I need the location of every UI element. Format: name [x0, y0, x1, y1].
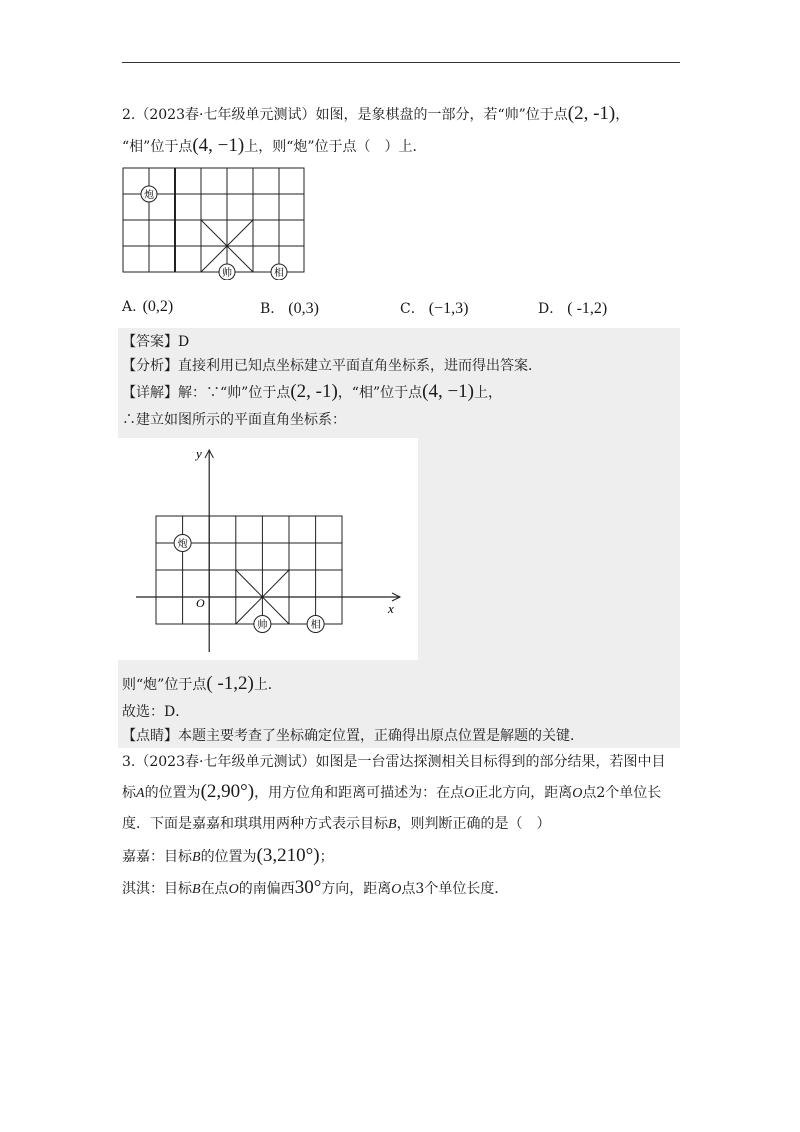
therefore-line — [122, 410, 346, 430]
option-b[interactable] — [260, 298, 319, 318]
q3-line-2 — [122, 782, 661, 804]
qiqi-text-e: 点3个单位长度． — [401, 881, 509, 897]
qiqi-line — [122, 878, 508, 900]
q3-text-1: 如图是一台雷达探测相关目标得到的部分结果，若图中目 — [315, 754, 666, 770]
detail-coordinate-2: (4, −1) — [422, 381, 475, 402]
x-axis-label: x — [388, 601, 394, 616]
answer-value: D — [178, 334, 190, 350]
option-b-value: (0,3) — [288, 300, 319, 317]
analysis-line — [122, 356, 542, 376]
q3-text-2b: 的位置为 — [144, 785, 201, 801]
xiang-label-coord: 相 — [310, 620, 321, 631]
result-text-b: 上． — [253, 677, 282, 693]
detail-text-a: 解：∵“帅”位于点 — [178, 385, 291, 401]
qiqi-text-c: 的南偏西 — [238, 881, 295, 897]
pao-piece-coord — [174, 535, 191, 552]
answer-line — [122, 332, 189, 352]
q2-stem-text-3: 上，则“炮”位于点（ ）上． — [244, 139, 427, 155]
var-a: A — [136, 786, 145, 801]
option-a-value: (0,2) — [142, 298, 174, 315]
shuai-label-coord: 帅 — [257, 620, 268, 631]
xiang-label: 相 — [274, 268, 284, 279]
q2-stem-punct: ， — [615, 107, 630, 123]
therefore-text: ∴建立如图所示的平面直角坐标系： — [122, 412, 346, 428]
var-o-1: O — [464, 786, 475, 801]
shuai-coordinate: (2, -1) — [567, 103, 616, 124]
q3-text-3a: 度．下面是嘉嘉和琪琪用两种方式表示目标 — [122, 816, 388, 832]
q3-text-2d: 正北方向，距离 — [474, 785, 573, 801]
header-rule — [122, 62, 680, 63]
y-axis-label: y — [196, 446, 202, 461]
analysis-text: 直接利用已知点坐标建立平面直角坐标系，进而得出答案． — [178, 358, 542, 374]
q3-line-1 — [122, 752, 665, 772]
qiqi-angle: 30° — [294, 877, 322, 898]
choose-text: 故选：D． — [122, 704, 190, 720]
shuai-label: 帅 — [222, 268, 232, 279]
option-c-value: (−1,3) — [428, 300, 469, 317]
q2-stem-text: 如图，是象棋盘的一部分，若“帅”位于点 — [315, 107, 568, 123]
xiang-piece — [271, 264, 287, 280]
q3-source: （2023春·七年级单元测试） — [135, 754, 316, 770]
q3-text-3b: ，则判断正确的是（ ） — [396, 816, 551, 832]
coordinate-figure — [118, 438, 418, 660]
option-b-letter: B． — [260, 301, 285, 317]
comment-line — [122, 726, 584, 746]
var-b-1: B — [388, 817, 397, 832]
option-a-letter: A. — [122, 299, 137, 315]
chessboard-figure — [118, 160, 318, 280]
analysis-tag: 【分析】 — [122, 358, 178, 374]
a-coordinate: (2,90°) — [200, 781, 255, 802]
qiqi-text-a: 淇淇：目标 — [122, 881, 192, 897]
pao-label: 炮 — [144, 190, 154, 201]
b-coordinate: (3,210°) — [256, 845, 320, 866]
qiqi-text-d: 方向，距离 — [321, 881, 392, 897]
var-b-3: B — [192, 882, 201, 897]
pao-piece — [141, 186, 157, 202]
comment-text: 本题主要考查了坐标确定位置，正确得出原点位置是解题的关键． — [178, 728, 584, 744]
jiajia-text-a: 嘉嘉：目标 — [122, 849, 192, 865]
detail-text-c: 上， — [474, 385, 503, 401]
var-o-2: O — [572, 786, 583, 801]
q3-line-3 — [122, 814, 551, 835]
result-coordinate: ( -1,2) — [206, 673, 254, 694]
result-text-a: 则“炮”位于点 — [122, 677, 207, 693]
result-line — [122, 674, 282, 695]
q2-stem-line-2 — [122, 136, 427, 157]
detail-coordinate-1: (2, -1) — [290, 381, 338, 402]
option-c[interactable] — [400, 298, 468, 318]
shuai-piece — [219, 264, 235, 280]
xiang-coordinate: (4, −1) — [192, 135, 245, 156]
q2-stem-line-1 — [122, 104, 629, 125]
q2-number: 2. — [122, 107, 136, 123]
option-a[interactable] — [122, 298, 173, 316]
jiajia-line — [122, 846, 334, 868]
option-d-letter: D． — [538, 301, 564, 317]
option-d[interactable] — [538, 298, 607, 318]
answer-tag: 【答案】 — [122, 334, 178, 350]
q3-text-2c: ，用方位角和距离可描述为：在点 — [254, 785, 465, 801]
q3-text-2e: 点2个单位长 — [582, 785, 662, 801]
comment-tag: 【点睛】 — [122, 728, 178, 744]
detail-text-b: ，“相”位于点 — [337, 385, 423, 401]
var-o-3: O — [228, 882, 239, 897]
qiqi-text-b: 在点 — [200, 881, 229, 897]
pao-label-coord: 炮 — [177, 539, 188, 550]
var-b-2: B — [192, 850, 201, 865]
detail-line — [122, 382, 502, 403]
shuai-piece-coord — [254, 616, 271, 633]
q3-text-2a: 标 — [122, 785, 136, 801]
q2-source: （2023春·七年级单元测试） — [135, 107, 316, 123]
choose-line — [122, 702, 189, 722]
q3-number: 3. — [122, 754, 136, 770]
detail-tag: 【详解】 — [122, 385, 178, 401]
option-d-value: ( -1,2) — [567, 300, 608, 317]
origin-label: O — [196, 596, 205, 610]
jiajia-text-c: ； — [319, 849, 334, 865]
var-o-4: O — [391, 882, 402, 897]
q2-stem-text-2: “相”位于点 — [122, 139, 193, 155]
xiang-piece-coord — [307, 616, 324, 633]
option-c-letter: C． — [400, 301, 425, 317]
jiajia-text-b: 的位置为 — [200, 849, 257, 865]
